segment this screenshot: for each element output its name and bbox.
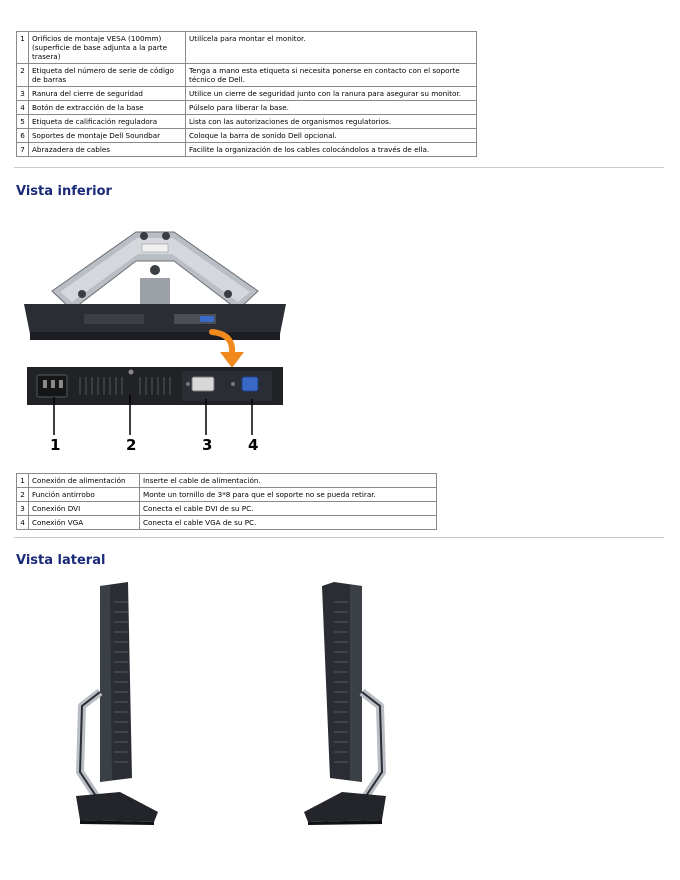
- divider: [14, 167, 664, 168]
- callout-lines: [40, 395, 270, 439]
- monitor-side-view-right-image: [292, 582, 392, 826]
- divider: [14, 537, 664, 538]
- row-number: 5: [17, 115, 29, 129]
- callout-4: 4: [248, 436, 259, 454]
- bottom-connector-row: [17, 488, 437, 502]
- rear-feature-row: [17, 129, 477, 143]
- callout-1: 1: [50, 436, 61, 454]
- row-number: 3: [17, 502, 29, 516]
- row-number: 2: [17, 64, 29, 87]
- bottom-connector-row: [17, 474, 437, 488]
- feature-description: Utilice un cierre de seguridad junto con la ranura para asegurar su monitor.: [186, 87, 477, 101]
- rear-feature-row: [17, 64, 477, 87]
- feature-description: Utilícela para montar el monitor.: [186, 32, 477, 64]
- monitor-side-view-left-image: [70, 582, 170, 826]
- feature-description: Púlselo para liberar la base.: [186, 101, 477, 115]
- feature-name: Botón de extracción de la base: [29, 101, 186, 115]
- bottom-connector-row: [17, 502, 437, 516]
- feature-name: Abrazadera de cables: [29, 143, 186, 157]
- rear-feature-row: [17, 115, 477, 129]
- row-number: 3: [17, 87, 29, 101]
- row-number: 4: [17, 101, 29, 115]
- rear-feature-row: [17, 87, 477, 101]
- rear-feature-row: [17, 101, 477, 115]
- feature-name: Función antirrobo: [29, 488, 140, 502]
- feature-description: Inserte el cable de alimentación.: [140, 474, 437, 488]
- callout-2: 2: [126, 436, 137, 454]
- section-title-bottom-view: Vista inferior: [16, 184, 112, 199]
- feature-name: Ranura del cierre de seguridad: [29, 87, 186, 101]
- feature-description: Coloque la barra de sonido Dell opcional.: [186, 129, 477, 143]
- row-number: 4: [17, 516, 29, 530]
- row-number: 2: [17, 488, 29, 502]
- feature-description: Monte un tornillo de 3*8 para que el soporte no se pueda retirar.: [140, 488, 437, 502]
- rear-feature-row: [17, 32, 477, 64]
- feature-description: Facilite la organización de los cables colocándolos a través de ella.: [186, 143, 477, 157]
- feature-name: Conexión VGA: [29, 516, 140, 530]
- feature-name: Conexión de alimentación: [29, 474, 140, 488]
- row-number: 6: [17, 129, 29, 143]
- feature-name: Soportes de montaje Dell Soundbar: [29, 129, 186, 143]
- section-title-side-view: Vista lateral: [16, 553, 106, 568]
- feature-description: Tenga a mano esta etiqueta si necesita ponerse en contacto con el soporte técnico de Dell.: [186, 64, 477, 87]
- feature-description: Lista con las autorizaciones de organismos regulatorios.: [186, 115, 477, 129]
- feature-name: Etiqueta de calificación reguladora: [29, 115, 186, 129]
- feature-description: Conecta el cable VGA de su PC.: [140, 516, 437, 530]
- bottom-connector-row: [17, 516, 437, 530]
- row-number: 1: [17, 474, 29, 488]
- feature-description: Conecta el cable DVI de su PC.: [140, 502, 437, 516]
- rear-features-table: [16, 31, 477, 157]
- callout-3: 3: [202, 436, 213, 454]
- zoom-arrow: [204, 328, 248, 372]
- feature-name: Orificios de montaje VESA (100mm) (superficie de base adjunta a la parte trasera): [29, 32, 186, 64]
- feature-name: Conexión DVI: [29, 502, 140, 516]
- row-number: 1: [17, 32, 29, 64]
- rear-feature-row: [17, 143, 477, 157]
- feature-name: Etiqueta del número de serie de código de barras: [29, 64, 186, 87]
- row-number: 7: [17, 143, 29, 157]
- bottom-connectors-table: [16, 473, 437, 530]
